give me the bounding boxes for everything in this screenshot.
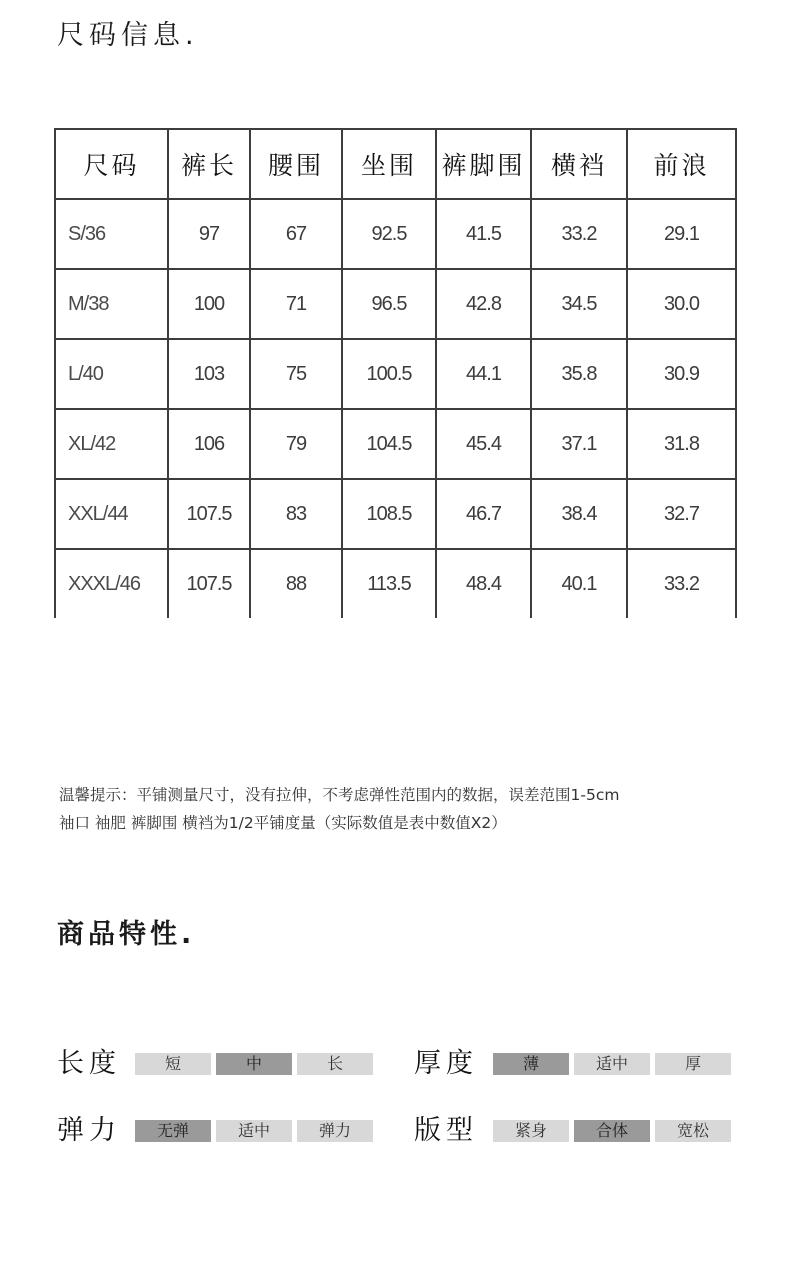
- table-cell: 40.1: [531, 549, 627, 618]
- attr-label-thickness: 厚度: [414, 1048, 478, 1079]
- table-cell: 38.4: [531, 479, 627, 549]
- table-cell: S/36: [55, 199, 168, 269]
- attr-label-fit: 版型: [414, 1115, 478, 1146]
- table-cell: 97: [168, 199, 250, 269]
- table-cell: 48.4: [436, 549, 531, 618]
- table-cell: 103: [168, 339, 250, 409]
- fit-option-loose: 宽松: [655, 1120, 731, 1142]
- table-cell: 30.0: [627, 269, 736, 339]
- table-cell: 107.5: [168, 479, 250, 549]
- table-cell: 33.2: [627, 549, 736, 618]
- table-cell: 106: [168, 409, 250, 479]
- table-cell: 35.8: [531, 339, 627, 409]
- table-cell: 29.1: [627, 199, 736, 269]
- table-row: [55, 269, 736, 339]
- table-cell: 88: [250, 549, 342, 618]
- table-cell: 108.5: [342, 479, 436, 549]
- thickness-option-thick: 厚: [655, 1053, 731, 1075]
- table-cell: XXL/44: [55, 479, 168, 549]
- elasticity-option-stretch: 弹力: [297, 1120, 373, 1142]
- table-cell: 46.7: [436, 479, 531, 549]
- table-cell: 30.9: [627, 339, 736, 409]
- table-cell: 44.1: [436, 339, 531, 409]
- measurement-tip-line-2: 袖口 袖肥 裤脚围 横裆为1/2平铺度量（实际数值是表中数值X2）: [59, 814, 507, 832]
- table-cell: 79: [250, 409, 342, 479]
- table-cell: 33.2: [531, 199, 627, 269]
- table-cell: 31.8: [627, 409, 736, 479]
- table-row: [55, 409, 736, 479]
- header-waist: 腰围: [250, 129, 342, 199]
- elasticity-option-medium: 适中: [216, 1120, 292, 1142]
- table-cell: 75: [250, 339, 342, 409]
- table-cell: XL/42: [55, 409, 168, 479]
- table-cell: 96.5: [342, 269, 436, 339]
- table-cell: 45.4: [436, 409, 531, 479]
- table-cell: L/40: [55, 339, 168, 409]
- table-cell: 32.7: [627, 479, 736, 549]
- measurement-tip-line-1: 温馨提示：平铺测量尺寸，没有拉伸，不考虑弹性范围内的数据，误差范围1-5cm: [59, 786, 620, 804]
- table-cell: 107.5: [168, 549, 250, 618]
- header-thigh: 横裆: [531, 129, 627, 199]
- header-leg-opening: 裤脚围: [436, 129, 531, 199]
- table-cell: 71: [250, 269, 342, 339]
- attr-label-length: 长度: [57, 1048, 121, 1079]
- table-row: [55, 479, 736, 549]
- table-row: [55, 199, 736, 269]
- table-cell: 41.5: [436, 199, 531, 269]
- fit-option-slim: 紧身: [493, 1120, 569, 1142]
- length-option-short: 短: [135, 1053, 211, 1075]
- table-cell: 92.5: [342, 199, 436, 269]
- elasticity-option-none: 无弹: [135, 1120, 211, 1142]
- size-info-title: 尺码信息.: [57, 20, 199, 51]
- table-header-row: [55, 129, 736, 199]
- table-row: [55, 549, 736, 618]
- table-cell: 37.1: [531, 409, 627, 479]
- fit-option-regular: 合体: [574, 1120, 650, 1142]
- size-table: [54, 128, 737, 618]
- header-pants-length: 裤长: [168, 129, 250, 199]
- table-cell: 34.5: [531, 269, 627, 339]
- table-cell: 104.5: [342, 409, 436, 479]
- table-cell: M/38: [55, 269, 168, 339]
- length-option-long: 长: [297, 1053, 373, 1075]
- table-cell: XXXL/46: [55, 549, 168, 618]
- header-hip: 坐围: [342, 129, 436, 199]
- table-cell: 113.5: [342, 549, 436, 618]
- table-cell: 100.5: [342, 339, 436, 409]
- attr-label-elasticity: 弹力: [57, 1115, 121, 1146]
- length-option-medium: 中: [216, 1053, 292, 1075]
- thickness-option-medium: 适中: [574, 1053, 650, 1075]
- thickness-option-thin: 薄: [493, 1053, 569, 1075]
- header-size: 尺码: [55, 129, 168, 199]
- header-front-rise: 前浪: [627, 129, 736, 199]
- table-cell: 67: [250, 199, 342, 269]
- table-cell: 83: [250, 479, 342, 549]
- table-cell: 100: [168, 269, 250, 339]
- table-row: [55, 339, 736, 409]
- table-cell: 42.8: [436, 269, 531, 339]
- product-features-title: 商品特性.: [57, 919, 196, 950]
